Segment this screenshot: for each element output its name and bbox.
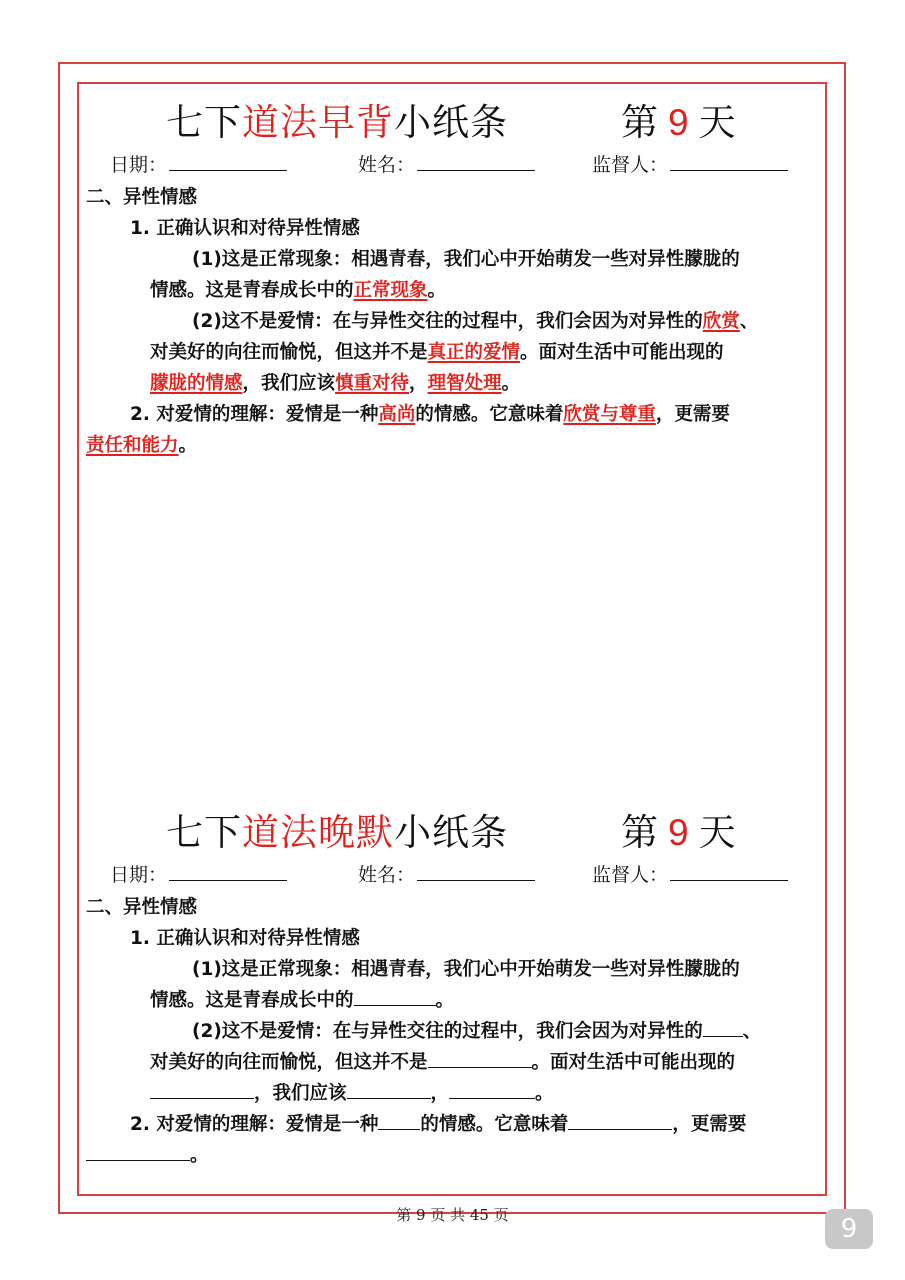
- blank-7[interactable]: [378, 1111, 420, 1130]
- blank-3[interactable]: [428, 1049, 532, 1068]
- para-1: (1)这是正常现象：相遇青春，我们心中开始萌发一些对异性朦胧的: [192, 249, 740, 270]
- name-field: 姓名：: [358, 150, 535, 177]
- section-heading: 二、异性情感: [86, 187, 198, 208]
- answer-1: 正常现象: [353, 280, 428, 301]
- name-blank[interactable]: [417, 154, 535, 171]
- supervisor-blank[interactable]: [670, 154, 788, 171]
- section-heading: 二、异性情感: [86, 897, 198, 918]
- supervisor-blank[interactable]: [670, 864, 788, 881]
- evening-title: 七下道法晚默小纸条: [166, 811, 508, 854]
- date-blank[interactable]: [169, 154, 287, 171]
- morning-day: 第 9 天: [621, 101, 736, 144]
- evening-content: [86, 892, 822, 1171]
- answer-3: 真正的爱情: [427, 342, 521, 363]
- para-1-cont: 情感。这是青春成长中的 。: [86, 985, 822, 1016]
- supervisor-field: 监督人：: [592, 150, 788, 177]
- evening-day: 第 9 天: [621, 811, 736, 854]
- para-1: (1)这是正常现象：相遇青春，我们心中开始萌发一些对异性朦胧的: [192, 959, 740, 980]
- answer-9: 责任和能力: [86, 435, 179, 456]
- supervisor-field: 监督人：: [592, 860, 788, 887]
- para-2-cont: 对美好的向往而愉悦，但这并不是真正的爱情。面对生活中可能出现的: [150, 342, 724, 363]
- page-number-badge: 9: [825, 1209, 873, 1249]
- date-field: 日期：: [110, 860, 287, 887]
- para-2: (2)这不是爱情：在与异性交往的过程中，我们会因为对异性的欣赏、: [192, 311, 759, 332]
- item-1-heading: 1. 正确认识和对待异性情感: [130, 928, 360, 949]
- morning-content: [86, 182, 822, 461]
- evening-sheet: [86, 796, 822, 1171]
- blank-5[interactable]: [347, 1080, 431, 1099]
- para-2-cont2: ，我们应该 ， 。: [86, 1078, 822, 1109]
- answer-6: 理智处理: [427, 373, 502, 394]
- name-field: 姓名：: [358, 860, 535, 887]
- para-2-cont: 对美好的向往而愉悦，但这并不是 。面对生活中可能出现的: [86, 1047, 822, 1078]
- item-2: 2. 对爱情的理解：爱情是一种 的情感。它意味着 ，更需要: [86, 1109, 822, 1140]
- date-field: 日期：: [110, 150, 287, 177]
- answer-2: 欣赏: [702, 311, 740, 332]
- evening-title-row: [86, 796, 822, 858]
- blank-2[interactable]: [703, 1018, 743, 1037]
- morning-fields: [86, 148, 822, 182]
- blank-4[interactable]: [150, 1080, 254, 1099]
- morning-sheet: [86, 86, 822, 461]
- evening-fields: [86, 858, 822, 892]
- item-2: 2. 对爱情的理解：爱情是一种高尚的情感。它意味着欣赏与尊重，更需要: [130, 404, 730, 425]
- answer-8: 欣赏与尊重: [563, 404, 656, 425]
- blank-1[interactable]: [354, 987, 436, 1006]
- para-2-cont2: 朦胧的情感，我们应该慎重对待，理智处理。: [150, 373, 521, 394]
- morning-title-row: [86, 86, 822, 148]
- para-1-cont: 情感。这是青春成长中的正常现象。: [150, 280, 447, 301]
- para-2: (2)这不是爱情：在与异性交往的过程中，我们会因为对异性的 、: [86, 1016, 822, 1047]
- answer-4: 朦胧的情感: [150, 373, 243, 394]
- blank-9[interactable]: [86, 1142, 190, 1161]
- blank-6[interactable]: [449, 1080, 535, 1099]
- morning-title: 七下道法早背小纸条: [166, 101, 508, 144]
- item-2-cont: 。: [86, 1140, 822, 1171]
- blank-8[interactable]: [568, 1111, 672, 1130]
- date-blank[interactable]: [169, 864, 287, 881]
- item-1-heading: 1. 正确认识和对待异性情感: [130, 218, 360, 239]
- page-footer: 第 9 页 共 45 页: [396, 1206, 509, 1224]
- name-blank[interactable]: [417, 864, 535, 881]
- answer-7: 高尚: [378, 404, 416, 425]
- answer-5: 慎重对待: [335, 373, 410, 394]
- item-2-cont: 责任和能力。: [86, 435, 198, 456]
